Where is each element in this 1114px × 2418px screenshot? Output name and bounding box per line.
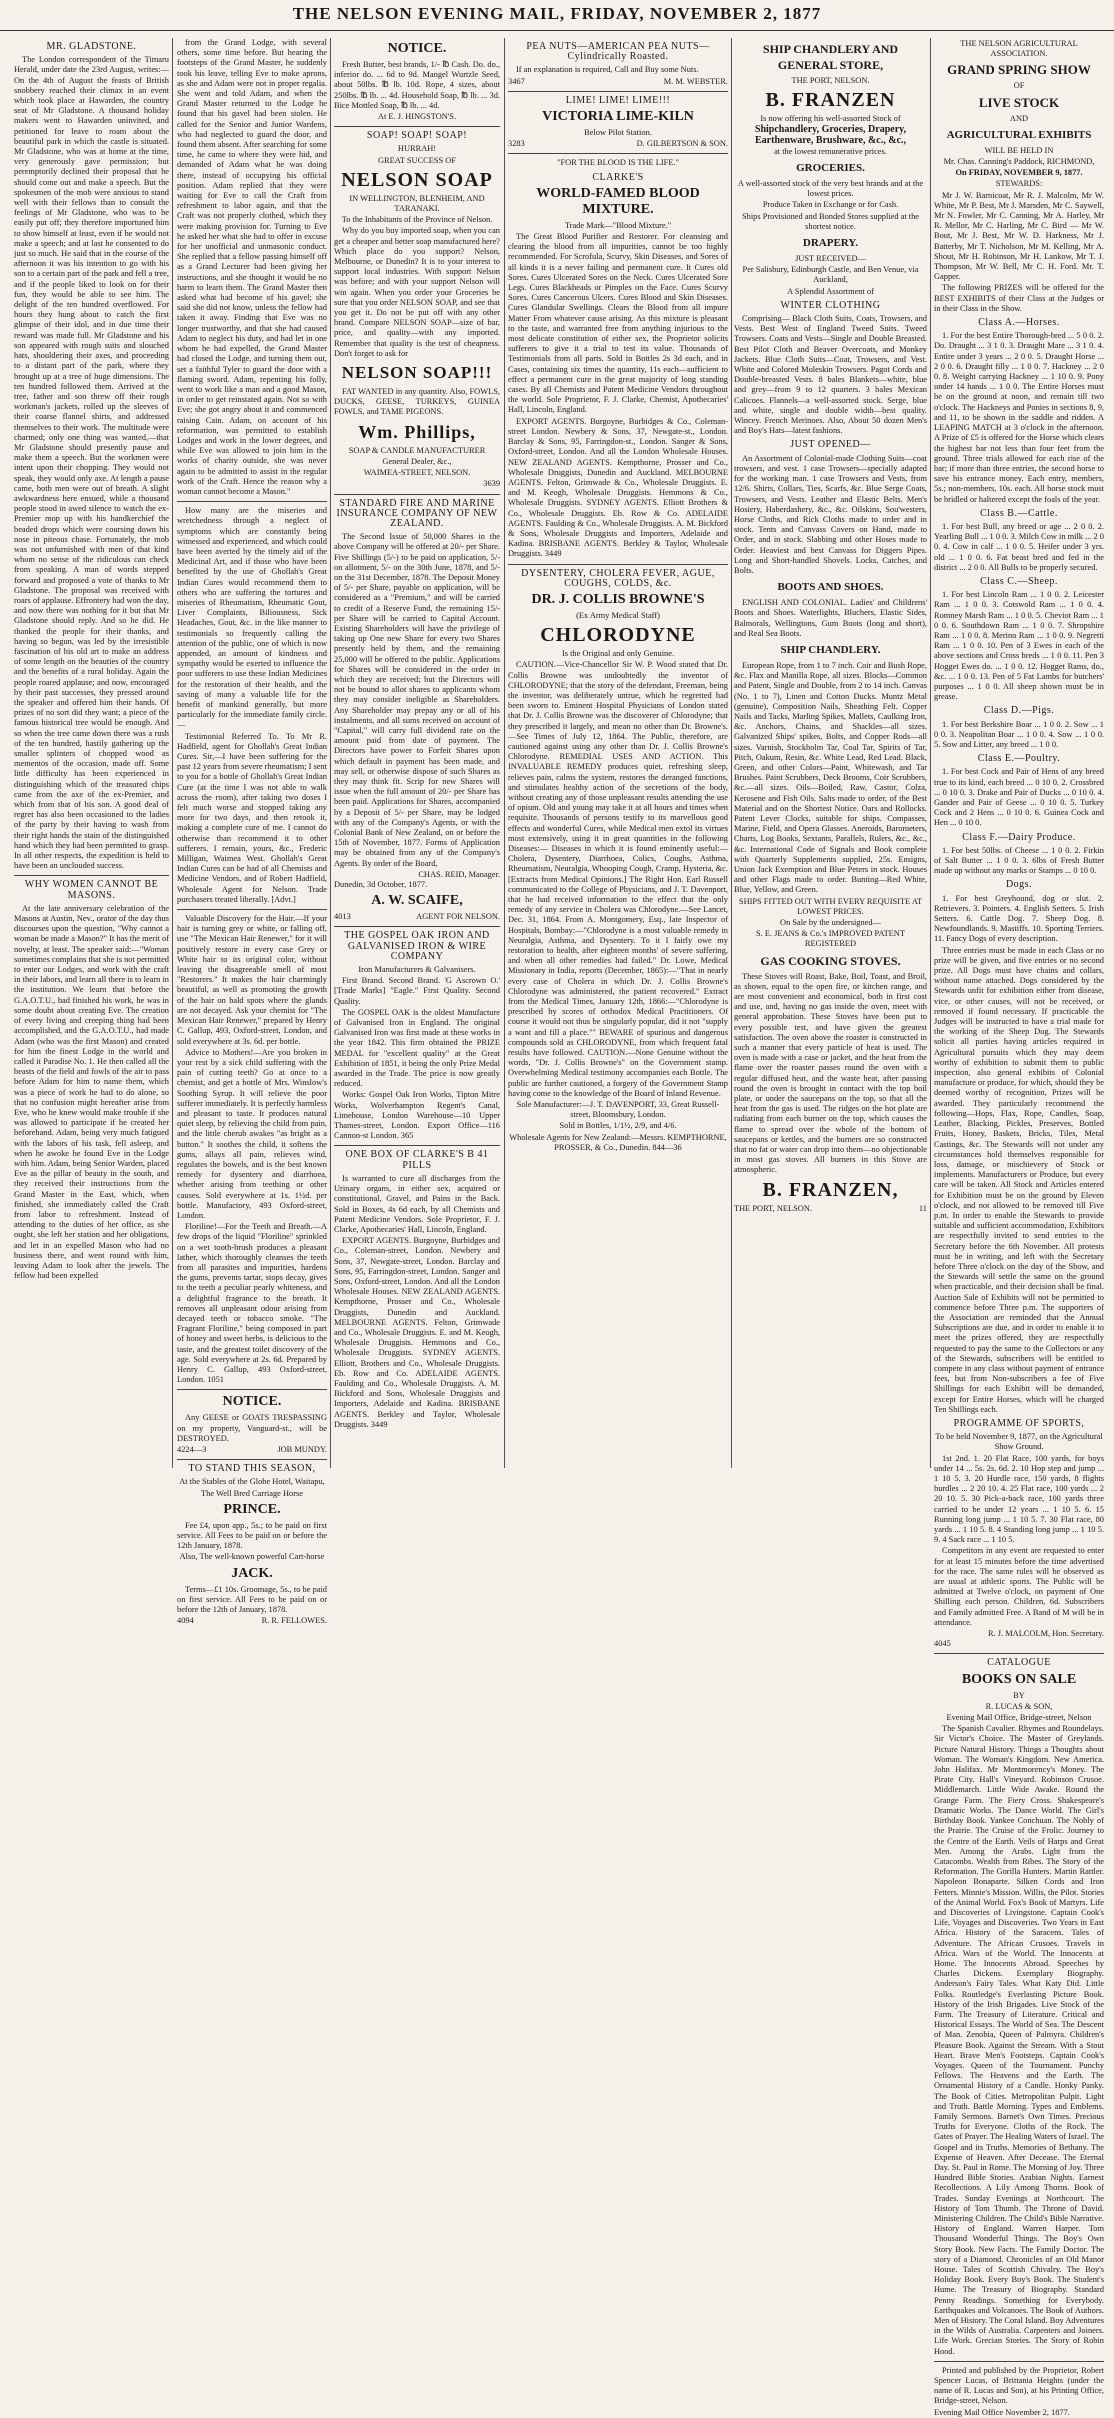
clarke-headline: WORLD-FAMED BLOOD MIXTURE. xyxy=(536,185,700,217)
divider xyxy=(334,1145,500,1146)
insurance-body: The Second Issue of 50,000 Shares in the above Company will be offered at 20/- per Share. Five Shillings (5/-) to be paid on application, 5/- on allotment, 5/- on the 30th June, 1878, and 5/- on the 31st December, 1878. The Deposit Money of 5/- per Share, payable on application, will be considered as a "Premium," and will be carried to credit of a Reserve Fund, the remaining 15/- per Share will be carried to Capital Account. Existing Shareholders will have the privilege of taking up One new Share for every two Shares presently held by them, and the remaining 25,000 will be offered to the public. Applications for Shares will be considered in the order in which they are received; but the Directors will not be bound to allot shares to applicants whom they may consider ineligible as Shareholders. Any Shareholder may prepay any or all of his instalments, and all sums received on account of "Capital," will carry full dividend rate on the amount paid from date of payment. The Directors have power to Forfeit Shares upon which default in payment has been made, and may sell, or otherwise dispose of such Shares as they may think fit. Scrip for new Shares will issue when the full amount of 20/- per Share has been paid. Applications for Shares, accompanied by a Deposit of 5/- per Share, may be lodged with any of the Company's Agents, or with the Colonial Bank of New Zealand, on or before the 15th of November, 1877. Forms of Application may be obtained from any of the Company's Agents. By order of the Board, xyxy=(334,532,500,868)
dysentery-title: DYSENTERY, CHOLERA FEVER, AGUE, COUGHS, COLDS, &c. xyxy=(521,567,715,589)
advert-body: Floriline!—For the Teeth and Breath.—A few drops of the liquid "Floriline" sprinkled on a wet tooth-brush produces a pleasant lather, which thoroughly cleanses the teeth from all parasites and impurities, hardens the gums, prevents tartar, stops decay, gives to the teeth a peculiar pearly whiteness, and a delightful fragrance to the breath. It removes all unpleasant odour arising from decayed teeth or tobacco smoke. "The Fragrant Floriline," being composed in part of honey and sweet herbs, is delicious to the taste, and the greatest toilet discovery of the age. Sold everywhere at 2s. 6d. Prepared by Henry C. Gallup, 493 Oxford-street, London. 1051 xyxy=(177,1222,327,1385)
column-1 xyxy=(14,38,169,1468)
column-rule xyxy=(930,38,931,1468)
gospel-body: The GOSPEL OAK is the oldest Manufacture of Galvanised Iron in England. The original Galvanised Iron was first made at these works in the year 1842. This firm obtained the PRIZE MEDAL for "excellent quality" at the Great Exhibition of 1851, it being the only Prize Medal awarded in the Trade. The price is now greatly reduced. xyxy=(334,1007,500,1089)
sports-sub: To be held November 9, 1877, on the Agricultural Show Ground. xyxy=(935,1432,1103,1452)
book-list: The Spanish Cavalier. Rhymes and Roundelays. Sir Victor's Choice. The Master of Greylands. Picture Natural History. Things a Thoughts about Woman. The Woman's Kingdom. New America. John Halifax. Mr Montmorency's Money. The Pirate City. Hall's Vineyard. Robinson Crusoe. Middlemarch. Little Wide Awake. Round the Grange Farm. The Fiery Cross. Shakespeare's Dramatic Works. The Dance World. The Girl's Birthday Book. Yankee Conchuan. The Nobly of the Prairie. The Cruise of the Frolic. Journey to the Centre of the Earth. Veils of Harps and Great Men. Among the Arabs. Light from the Catacombs. Wealth from Ribes. The Story of the Reformation. The Gorilla Hunters. Martin Rattler. Napoleon Bonaparte. Silken Cords and Iron Fetters. Minnie's Mission. Willis, the Pilot. Stories of the Animal World. Fox's Book of Martyrs. Life and Discoveries of Livingstone. Captain Cook's Life, Voyages and Discoveries. Two Years in East Africa. History of the Saracens. Tales of Adventure. The African Crusoes. Travels in Africa. Wars of the World. The Innocents at Home. The Innocents Abroad. Speeches by Charles Dickens. Exemplary Biography. Anderson's Fairy Tales. What Katy Did. Little Folks. Routledge's Everlasting Picture Book. History of the Irish Brigades. Live Stock of the Farm. The Treasury of Literature. Critical and Historical Essays. The World of Sea. The Descent of Man. Zenobia, Queen of Palmyra. Children's Pleasure Book. Against the Stream. With a Stout Heart. Brave Men's Footsteps. Captain Cook's Voyages. Queen of the Tournament. Punchy Fellows. The Heavens and the Earth. The Ornamental History of a Candle. Honky Panky. The Book of Cities. Metropolitan Pulpit. Light and Truth. Battle Morning. Types and Emblems. Family Sermons. Barnet's Own Times. Precious Truths for Everyone. Cloths of the Rock. The Gates of Prayer. The Healing Waters of Israel. The Gospel and its Truths. Memories of Bethany. The Expense of Heaven. After Decease. The Eternal Day. St. Paul in Rome. The Morning of Joy. Three Hundred Bible Stories. Arabian Nights. Earnest Recollections. A Lily Among Thorns. Book of Trades. Sunday Evenings at Northcourt. The History of Tom Thumb. The Throne of David. Ministering Children. The Child's Bible Narrative. History of England. Warren Harper. Tom Thousand Wonderful Things. The Boy's Own Story Book. New Facts. The Family Doctor. The story of a Diamond. Chronicles of an Old Manor House. Tales of Scottish Chivalry. The Boy's Holiday Book. Every Boy's Book. The Student's Hume. The Treasury of Biography. Standard Penny Readings. Something for Everybody. Earthquakes and Volcanoes. The Book of Authors. Men of History. The Coral Island. Boy Adventures in the Wilds of Australia. Carpenters and Joiners. Life Work. Grecian Stories. The Story of Robin Hood. xyxy=(934,1724,1104,2356)
class-d-heading: Class D.—Pigs. xyxy=(983,705,1055,717)
phillips-name: Wm. Phillips, xyxy=(358,421,476,442)
notice-also: Also, The well-known powerful Cart-horse xyxy=(179,1552,325,1562)
divider xyxy=(508,153,728,154)
soap-body: Why do you buy imported soap, when you can get a cheaper and better soap manufactured here? Which place do you support? Nelson, Melbourne, or Dunedin? It is to your interest to support local industries. With support Nelson was before; and with your support Nelson will win again. When you order your Groceries be sure that you order NELSON SOAP, and see that you get it. Do not be put off with any other brand. Compare NELSON SOAP—size of bar, price, and quality—with any imported. Remember that quality is the test of cheapness. Don't forget to ask for xyxy=(334,226,500,358)
column-3 xyxy=(334,38,500,1468)
chlorodyne-orig: Is the Original and only Genuine. xyxy=(561,649,675,659)
prizes-intro: The following PRIZES will be offered for the BEST EXHIBITS of their Class at the Judges or in their Class in the Show. xyxy=(934,283,1104,313)
notice-title: NOTICE. xyxy=(222,1394,282,1410)
notice-title: TO STAND THIS SEASON, xyxy=(188,1463,316,1475)
books-heading: BOOKS ON SALE xyxy=(961,1671,1077,1687)
article-body: At the late anniversary celebration of the Masons at Austin, Nev., orator of the day thus discourses upon the question, "Why cannot a woman be made a Mason?" It has the merit of novelty, at least. The speaker said:—"Woman sometimes complains that she is not permitted to enter our Lodges, and work with the craft in their labors, and learn all there is to learn in the institution. We learn that before the G.A.O.T.U., had finished his work, he was in some doubt about creating Eve. The creation of every living and creeping thing had been accomplished, and the G.A.O.T.U., had made Adam (who was the first Mason) and created for him the finest Lodge in the world and called it Paradise No. 1. He then called all the beasts of the field and fowls of the air to pass before Adam for him to name them, which was a piece of work he had to do alone, so that no confusion might hereafter arise from Eve, who he knew would make trouble if she was allowed to participate if he created her beforehand. Adam, being very much fatigued with the labors of his task, fell asleep, and when he awoke he found Eve in the Lodge with him. Adam, being Senior Warden, placed Eve as the pillar of beauty in the south, and they received their instructions from the Grand Master in the East, which, when finished, she immediately called the Craft from labor to refreshment. Instead of attending to the duties of her office, as she ought, she left her station and her obligations, and let in an expelled Mason who had no business there, and went round with him, leaving Adam to look after the jewels. The fellow had been expelled xyxy=(14,903,169,1281)
divider xyxy=(334,494,500,495)
show-livestock: LIVE STOCK xyxy=(978,94,1060,110)
stewards-heading: STEWARDS: xyxy=(995,179,1043,189)
chandlery-body: European Rope, from 1 to 7 inch. Coir and Bush Rope, &c. Flax and Manilla Rope, all sizes. Blocks—Common and Patent, Single and Double, from 2 to 14 inch. Canvas (No. 1 to 7), Linen and Cotton Ducks. Muntz Metal (genuine), Composition Nails, Sheathing Felt. Copper Nails and Tacks, Marling Spikes, Mallets, Caulking Iron, &c. Anchors, Chains, and Shackles—all sizes. Galvanized Ships' spikes, Bolts, and Copper Rods—all sizes. Varnish, Stockholm Tar, Coal Tar, Spirits of Tar, Pitch, Oakum, Resin, &c. White Lead, Red Lead. Black, Green, and other Colors—Paint, Whitewash, and Tar Brushes. Paint Scrubbers, Deck Brooms, Coir Scrubbers, &c.—all sizes. Oils—Boiled, Raw, Castor, Colza, Kerosene and Fish Oils. Salts made to order, of the Best Material and on the Shortest Notice. Oars and Rollocks. Patent Lever Clocks, suitable for ships. Compasses, Marine, Field, and Opera Glasses. Aneroids, Barometers, Charts, Log Books, Sextants, Parallels, Rulers, &c., &c., &c. International Code of Signals and Book complete with Quarterly Supplements supplied, 25s. Ensigns, Union Jack Exemption and Blue Peters in stock. Houses and other Flags made to order. Bunting—Red White, Blue, Yellow, and Green. xyxy=(734,660,927,895)
notice-signature: R. R. FELLOWES. xyxy=(261,1616,327,1626)
article-headline: WHY WOMEN CANNOT BE MASONS. xyxy=(24,879,159,901)
chlorodyne-wholesale: Wholesale Agents for New Zealand:—Messrs. KEMPTHORNE, PROSSER, & Co., Dunedin. 844—36 xyxy=(509,1132,727,1152)
boots-heading: BOOTS AND SHOES. xyxy=(777,581,884,594)
assoc-name: THE NELSON AGRICULTURAL ASSOCIATION. xyxy=(960,39,1078,59)
notice-body: Any GEESE or GOATS TRESPASSING on my property, Vanguard-st., will be DESTROYED. xyxy=(177,1413,327,1443)
notice-number: 4094 xyxy=(177,1616,194,1626)
lime-sub: Below Pilot Station. xyxy=(584,128,652,138)
column-rule xyxy=(504,38,505,1468)
franzen-port: THE PORT, NELSON. xyxy=(734,1203,812,1213)
winter-heading: WINTER CLOTHING xyxy=(780,299,881,311)
class-c-body: 1. For best Lincoln Ram ... 1 0 0. 2. Leicester Ram ... 1 0 0. 3. Cotswold Ram ... 1 0 0. 4. Romney Marsh Ram ... 1 0 0. 5. Cheviot Ram ... 1 0 0. 6. Southdown Ram ... 1 0 0. 7. Shropshire Ram ... 1 0 0. 8. Merino Ram ... 1 0 0. 9. Negretti Ram ... 1 0 0. 10. Pen of 3 Ewes in each of the above sections and Cross breds ... 1 0 0. 11. Pen 3 Hogget Ewes do. ... 1 0 0. 12. Hogget Rams, do., &c. ... 1 0 0. 13. Pen of 5 Fat Lambs for butchers' purposes ... 1 0 0. All sheep shown must be in grease. xyxy=(934,590,1104,702)
notice-terms: Fee £4, upon app., 5s.; to be paid on first service. All Fees to be paid on or before the 12th January, 1878. xyxy=(177,1520,327,1551)
class-e-body: 1. For best Cock and Pair of Hens of any breed true to its kind, each breed ... 0 10 0. 2. Crossbred ... 0 10 0. 3. Drake and Pair of Ducks ... 0 10 0. 4. Gander and Pair of Geese ... 0 10 0. 5. Turkey Cock and 2 Hens ... 0 10 0. 6. Guinea Cock and Hen ... 0 10 0. xyxy=(934,767,1104,828)
show-date: On FRIDAY, NOVEMBER 9, 1877. xyxy=(955,168,1083,178)
boots-body: ENGLISH AND COLONIAL. Ladies' and Childrens' Boots and Shoes. Waterlights, Bluchers, Elastic Sides, Balmorals, Wellingtons, Gum Boots (long and short), and Real Sea Boots. xyxy=(734,598,927,638)
show-place: Mr. Chas. Canning's Paddock, RICHMOND, xyxy=(943,157,1095,167)
notice-subtitle: At the Stables of the Globe Hotel, Waitapu, xyxy=(179,1477,325,1487)
sports-end: Competitors in any event are requested to enter for at least 15 minutes before the time advertised for the race. The same rules will be observed as are usual at athletic sports. The Public will be admitted at Twelve o'clock, on payment of One Shilling each person. Children, 6d. Subscribers and Family admitted Free. A Band of M will be in attendance. xyxy=(934,1546,1104,1627)
show-agri: AGRICULTURAL EXHIBITS xyxy=(946,128,1092,141)
advert-number: 4013 xyxy=(334,912,351,922)
class-f-body: 1. For best 50lbs. of Cheese ... 1 0 0. 2. Firkin of Salt Butter ... 1 0 0. 3. 6lbs of Fresh Butter made up without any marks or Stamps ... 0 10 0. xyxy=(934,845,1104,876)
sports-body: 1st 2nd. 1. 20 Flat Race, 100 yards, for boys under 14 ... 5s. 2s. 6d. 2. 10 Hop step and jump ... 1 10 5. 3. 20 Hurdle race, 150 yards, 8 flights hurdles ... 2 20 10. 4. 25 Flat race, 100 yards ... 2 20 10. 5. 30 Pick-a-back race, 100 yards three carried to be under 12 years ... 1 10 5. 6. 15 Running long jump ... 1 10 5. 7. 30 Flat race, 80 yards ... 1 10 5. 8. 4 Standing long jump ... 1 10 5. 9. 4 Sack race ... 1 10 5. xyxy=(934,1453,1104,1545)
show-held: WILL BE HELD IN xyxy=(984,145,1054,155)
winter-body: Comprising— Black Cloth Suits, Coats, Trowsers, and Vests. Best West of England Tweed Suits. Tweed Trowsers. Coats and Vests—Single and Double Breasted. Best Pilot Cloth and Beaver Overcoats, and Monkey Jackets. Blue Cloth Suits—Coat, Trowsers, and Vest. White and Colored Moleskin Trowsers. Pagot Cords and Double-breasted Vests. 8 bales Blankets—white, blue and grey—from 9 to 12 quarters. 3 bales Mexican Calicoes. Flannels—a well-assorted stock. Serge, blue and white, single and double width—best quality. Wincey. French Merinoes. Also, About 50 dozen Men's and Boy's Hats—latest fashions. xyxy=(734,314,927,436)
phillips-addr: WAIMEA-STREET, NELSON. xyxy=(363,468,471,478)
gospel-title: THE GOSPEL OAK IRON AND GALVANISED IRON & WIRE COMPANY xyxy=(344,930,490,962)
soap-success: GREAT SUCCESS OF xyxy=(377,155,457,165)
lucas-name: R. LUCAS & SON, xyxy=(985,1701,1053,1711)
notice-footer xyxy=(177,1445,327,1455)
produce-note: Produce Taken in Exchange or for Cash. xyxy=(762,200,899,210)
ship-title: SHIP CHANDLERY AND GENERAL STORE, xyxy=(762,42,899,72)
divider xyxy=(177,1389,327,1390)
column-5 xyxy=(734,38,927,1468)
class-f-heading: Class F.—Dairy Produce. xyxy=(962,831,1076,843)
divider xyxy=(334,926,500,927)
column-rule xyxy=(731,38,732,1468)
advert-signature: M. M. WEBSTER. xyxy=(663,76,728,86)
dogs-heading: Dogs. xyxy=(1005,879,1033,891)
ship-port: THE PORT, NELSON. xyxy=(791,76,870,85)
gospel-works: Works: Gospel Oak Iron Works, Tipton Mitre Works, Wolverhampton Regent's Canal, Limehouse, London Warehouse—10 Upper Thames-street, London. Export Office—116 Cannon-st London. 365 xyxy=(334,1090,500,1141)
sports-signature: R. J. MALCOLM, Hon. Secretary. xyxy=(988,1629,1104,1639)
show-title: GRAND SPRING SHOW xyxy=(947,62,1091,78)
franzen-name: B. FRANZEN xyxy=(765,89,896,112)
gospel-sub: Iron Manufacturers & Galvanisers. xyxy=(358,965,476,975)
class-a-heading: Class A.—Horses. xyxy=(978,317,1060,329)
ships-fitted: SHIPS FITTED OUT WITH EVERY REQUISITE AT LOWEST PRICES. xyxy=(738,896,923,916)
notice-body: Fresh Butter, best brands, 1/- ℔ Cash. Do. do., inferior do. ... 6d to 9d. Mangel Wurtzle Seed, about 50lbs. ℔ lb. 10d. Rope, 4 sizes, about 250lbs. ℔ lb. ... 4d. Household Soap, ℔ lb. ... 3d. Bice Mottled Soap, ℔ lb. ... 4d. xyxy=(334,60,500,110)
agent-name: A. W. SCAIFE, xyxy=(371,893,463,909)
article-body: The London correspondent of the Timaru Herald, under date the 23rd August, writes:—On the 4th of August the feasts of British snobbery reached their climax in an event which took place at Hawarden, the country seat of Mr Gladstone. A thousand holiday makers went to Hawarden uninvited, and petitioned for leave to roam about the beautiful park in which the castle is situated. Mr Gladstone, who was at home at the time, very generously gave permission; but peremptorily declined their proposal that he should come out and make a speech. But the spokesmen of the mob were anxious to stand well with their fellows than to consult the feelings of Mr Gladstone, who was to be easily put off; they therefore importuned him to show himself at least, even if he would not make a speech; and at last he consented to do just so much. He said that in the course of the afternoon it was his intention to go with his son to a certain part of the park and fell a tree, and if the people liked to look on for their fun, they would be able to see him. The delight of the ten hundred overflowed. For hours they hung about to catch the first glimpse of their idol, and in due time their reward was made full. Mr Gladstone and his son appeared with rough suits and slouched hats, shouldering their axes, and proceeding to a distant part of the park, where they brought up at a tree of huge dimensions. The ten hundred followed them. Arrived at the tree, father and son threw off their rough workman's jackets, rolled up the sleeves of their coarse flannel shirts, and addressed themselves to their work. The multitude were charmed; only one thing was wanted,—that Mr Gladstone should presently pause and make them a speech. But the workmen were intent upon their chopping. They would not speak, they would only axe. At length a pause came, both men were out of breath. A slight awkwardness here ensued, while a thousand people stood in awed silence to watch the ex-Premier mop up with his handkerchief the beaded drops which were coursing down his nose in piteous chase. Fortunately, the mob was not unfurnished with men of that kind whom no sense of the ridiculous can check from speaking. A man of words stepped forward and proposed a vote of thanks to Mr Gladstone. The proposal was received with roars of applause. Effrontery had won the day, and now there was nothing for it but that Mr Gladstone should reply. And so he did. He thanked the people for their thanks, and having so begun, was led by the irresistible fascination of his old art to make an address of some length on the beauties of the country and the benefits of a rural holiday. Again the people roared applause; and now, encouraged by their past successes, they pressed around the speaker and offered him their hands. Of prizes of no sort did they want; a piece of the famous historical tree would be enough. And so when the tree came down there was a rush of the ten hundred, hastily gathering up the smaller splinters of chopped wood as mementos of the occasion, made off. Some little difficulty has been experienced in distinguishing which of the treasured chips came from the axe of the ex-Premier, and which from that of his son. A good deal of regret has also been occasioned to the ladies of the party by their having to wash from their right hands the stain of the distinguished hand which they had been permitted to grasp. In all other respects, the expedition is held to have been an unclouded success. xyxy=(14,55,169,871)
peanuts-body: If an explanation is required, Call and Buy some Nuts. xyxy=(516,65,699,75)
dr-sub: (Ex Army Medical Staff) xyxy=(576,610,660,620)
chlorodyne-sold: Sold in Bottles, 1/1½, 2/9, and 4/6. xyxy=(559,1121,677,1131)
clarke-trademark: Trade Mark—"Blood Mixture." xyxy=(564,220,672,230)
lime-title: LIME! LIME! LIME!!! xyxy=(565,94,671,106)
article-body: from the Grand Lodge, with several others, some time before. But hearing the footsteps of the Grand Master, he suddenly took his leave, telling Eve to make aprons, as she and Adam were not in proper regalia. She went and told Adam, and when the Grand Master returned to the Lodge he found that his gavel had been stolen. He called for the Senior and Junior Wardens, who had neglected to guard the door, and found them absent. After searching for some time, he came to where they were hid, and demanded of Adam what he was doing there, instead of occupying his official position. Adam replied that they were waiting for Eve to call the Craft from refreshment to labor again, and that the Craft was not properly clothed, which they were making provision for. Turning to Eve he asked her what she had to offer in excuse for her unofficial and unmasonic conduct. She replied that a fellow passing himself off as a Grand Lecturer had been giving her instructions, and she thought it would be no harm to learn them. The Grand Master then asked what had become of his gavel; she said she did not know, unless the fellow had taken it away. Finding that Eve was no longer trustworthy, and that she had caused Adam to neglect his duty, and had let in one whom he had expelled, the Grand Master had closed the Lodge, and turning them out, set a faithful Tyler to guard the door with a flaming sword. Adam, repenting his folly, went to work like a man and a good Mason, in order to get reinstated again. Not so with Eve; she got angry about it and commenced raising Cain. Adam, on account of his reformation, was permitted to establish Lodges and work in the lower degrees, and while Eve was allowed to join him in the works of charity outside, she was never again to be admitted to assist in the regular work of the Craft. Hence the reason why a woman cannot become a Mason." xyxy=(177,38,327,496)
lucas-addr: Evening Mail Office, Bridge-street, Nelson xyxy=(946,1713,1092,1723)
just-opened: JUST OPENED— xyxy=(790,439,871,451)
advert-body: Testimonial Referred To. To Mr R. Hadfield, agent for Ghollah's Great Indian Cures. Sir,—I have been suffering for the past 12 years from severe rheumatism; I sent to you for a bottle of Ghollah's Great Indian Cure (at the time I was not able to walk across the room), after taking two doses I felt much worse and stopped taking any more for two days, and then retook it, making a complete cure of me. I cannot do otherwise than recommend it to other sufferers. I remain, yours, &c., Frederic Milligan, Waimea West. Ghollah's Great Indian Cures can be had of all Chemists and Medicine Vendors, and of Robert Hadfield, Wholesale Agent for Nelson. Trade purchasers treated liberally. [Advt.] xyxy=(177,731,328,904)
dr-name: DR. J. COLLIS BROWNE'S xyxy=(531,591,705,607)
catalogue-heading: CATALOGUE xyxy=(987,1657,1051,1669)
chlorodyne-headline: CHLORODYNE xyxy=(540,624,696,647)
divider xyxy=(177,909,327,910)
soap-cry: SOAP! SOAP! SOAP! xyxy=(366,130,468,142)
advert-number: 3467 xyxy=(508,76,525,86)
phillips-sub: SOAP & CANDLE MANUFACTURER xyxy=(348,445,486,455)
chlorodyne-body: CAUTION.—Vice-Chancellor Sir W. P. Wood stated that Dr. Collis Browne was undoubtedly the inventor of CHLORODYNE; that the story of the defendant, Freeman, being the inventor, was deliberately untrue, which he regretted had been sworn to. Eminent Hospital Physicians of London stated that Dr. J. Collis Browne was the discoverer of Chlorodyne; that they prescribed it largely, and mean no other than Dr. Browne's.—See Times of July 12, 1864. The Public, therefore, are cautioned against using any other than Dr. J. Collis Browne's Chlorodyne. REMEDIAL USES AND ACTION. This INVALUABLE REMEDY produces quiet, refreshing sleep, relieves pain, calms the system, restores the deranged functions, and stimulates healthy action of the secretions of the body, without creating any of those unpleasant results attending the use of opium. Old and young may take it at all hours and times when requisite. Thousands of persons testify to its marvellous good effects and wonderful Cures, while Medical men extol its virtues most extensively, using it in great quantities in the following Diseases:— Diseases in which it is found eminently useful:—Cholera, Dysentery, Diarrhoea, Colics, Coughs, Asthma, Rheumatism, Neuralgia, Whooping Cough, Cramp, Hysteria, &c. [Extracts from Medical Opinions.] The Right Hon. Earl Russell communicated to the College of Physicians, and J. T. Davenport, that he had received information to the effect that the only remedy of any service in Cholera was Chlorodyne.—See Lancet, Dec. 31, 1864. From A. Montgomery, Esq., late Inspector of Hospitals, Bombay:—"Chlorodyne is a most valuable remedy in Neuralgia, Asthma, and Dysentery. To it I fairly owe my restoration to health, after eighteen months' of severe suffering, and when all other remedies had failed." Dr. Lowe, Medical Missionary in India, reports (December, 1865):—"That in nearly every case of Cholera in which Dr. J. Collis Browne's Chlorodyne was administered, the patient recovered." Extract from the Medical Times, January 12th, 1866:—"Chlorodyne is prescribed by scores of orthodox Medical Practitioners. Of course it would not thus be singularly popular, did it not "supply a want and fill a place."" BEWARE of spurious and dangerous compounds sold as CHLORODYNE, from which frequent fatal results have followed. CAUTION.—None Genuine without the words, "Dr. J. Collis Browne's" on the Government stamp. Overwhelming Medical testimony accompanies each Bottle. The public are further cautioned, a forgery of the Government Stamp having come to the knowledge of the Board of Inland Revenue. xyxy=(508,660,728,1098)
clarke-body: The Great Blood Purifier and Restorer. For cleansing and clearing the blood from all impurities, cannot be too highly recommended. For Scrofula, Scurvy, Skin Diseases, and Sores of all kinds it is a never failing and permanent cure. It Cures old Sores. Cures Ulcerated Sores on the Neck. Cures Ulcerated Sore Legs. Cures Blackheads or Pimples on the Face. Cures Scurvy Sores. Cures Cancerous Ulcers. Cures Blood and Skin Diseases. Cures Glandular Swellings. Clears the Blood from all impure Matter From whatever cause arising. As this mixture is pleasant to the taste, and warranted free from anything injurious to the most delicate constitution of either sex, the Proprietor solicits sufferers to give it a trial to test its value. Thousands of Testimonials from all parts. Sold in Bottles 2s 3d each, and in Cases, containing six times the quantity, 11s each—sufficient to effect a permanent cure in the great majority of long standing cases. By all Chemists and Patent Medicine Vendors throughout the world. Sole Proprietor, F. J. Clarke, Chemist, Apothecaries' Hall, Lincoln, England. xyxy=(508,232,728,415)
divider xyxy=(177,501,327,502)
gospel-prizes: First Brand. Second Brand. 'G Ascrown O.' [Trade Marks] "Eagle." First Quality. Second Quality. xyxy=(334,976,500,1006)
blood-quote: "FOR THE BLOOD IS THE LIFE." xyxy=(557,158,679,168)
notice-title: NOTICE. xyxy=(387,41,447,56)
horse-name: PRINCE. xyxy=(223,1501,281,1517)
dogs-body: 1. For best Greyhound, dog or slut. 2. Retrievers. 3. Pointers. 4. English Setters. 5. Irish Setters. 6. Cattle Dog. 7. Sheep Dog. 8. Newfoundlands. 9. Mastiffs. 10. Sporting Terriers. 11. Fancy Dogs of every description. xyxy=(934,893,1104,944)
ships-list: Per Salisbury, Edinburgh Castle, and Ben Venue, via Auckland, xyxy=(742,265,919,285)
agent-role: AGENT FOR NELSON. xyxy=(416,912,500,922)
article-headline: MR. GLADSTONE. xyxy=(46,41,137,52)
class-b-body: 1. For best Bull, any breed or age ... 2 0 0. 2. Yearling Bull ... 1 0 0. 3. Milch Cow in milk ... 2 0 0. 4. Cow in calf ... 1 0 0. 5. Heifer under 3 yrs. old ... 1 0 0. 6. Fat beast bred and fed in the district ... 2 0 0. All Bulls to be properly secured. xyxy=(934,521,1104,572)
divider xyxy=(334,126,500,127)
lime-headline: VICTORIA LIME-KILN xyxy=(542,109,694,125)
divider xyxy=(177,1459,327,1460)
franzen-goods: Shipchandlery, Groceries, Drapery, Earthenware, Brushware, &c., &c., xyxy=(754,124,907,146)
soap-to: To the Inhabitants of the Province of Nelson. xyxy=(341,215,493,225)
advert-body: How many are the miseries and wretchedness through a neglect of symptoms which are constantly being witnessed and experienced, and which could have been averted by the timely aid of the Medicinal Art, and if those who have been benefited by the use of Ghollah's Great Indian Cures would recommend them to others who are suffering the tortures and miseries of Rheumatism, Rheumatic Gout, Liver Complaints, Biliousness, Sick Headaches, Gout, &c. in the like manner to testimonials so frequently calling the attention of the public, one of which is now appended, an amount of kindness and sympathy would be exerted to influence the poor sufferers to use these Indian Medicines for the restoration of their health, and the saving of many a valuable life for the benefit of mankind generally, but more particularly for the immediate family circle.— xyxy=(177,506,327,730)
just-received: JUST RECEIVED— xyxy=(795,254,866,264)
advert-number: 4045 xyxy=(934,1639,951,1649)
franzen-prices: at the lowest remunerative prices. xyxy=(774,146,887,156)
insurance-title: STANDARD FIRE AND MARINE INSURANCE COMPANY OF NEW ZEALAND. xyxy=(336,497,498,529)
show-and: AND xyxy=(1009,113,1029,123)
opened-body: An Assortment of Colonial-made Clothing Suits—coat trowsers, and vest. 1 case Trowsers—specially adapted for the working man. 1 case Trowsers and Vests, from 12/6. Shirts, Collars, Ties, Scarfs, &c. Blue Serge Coats, Trowsers, and Vests. Leather and Elastic Belts. Men's Hosiery, Haberdashery, &c., &c. Oilskins, Sou'westers, Horse Cloths, and Rick Cloths made to order and in stock. Tents and Canvass Covers on Hand, made to Order, and in stock. Slabbing and other Hoses made to Order. Heaviest and best Canvass for Diggers Pipes. Long and Short-handled Shovels. Locks, Catches, and Bolts. xyxy=(734,453,927,575)
groceries-body: A well-assorted stock of the very best brands and at the lowest prices. xyxy=(737,179,924,199)
agent-footer xyxy=(334,912,500,922)
column-rule xyxy=(172,38,173,1468)
class-e-heading: Class E.—Poultry. xyxy=(977,753,1061,765)
class-a-body: 1. For the best Entire Thorough-bred ... 5 0 0. 2. Do. Draught ... 3 1 0. 3. Draught Mare ... 3 1 0. 4. Entire under 3 years ... 2 0 0. 5. Draught Horse ... 2 0 0. 6. Draught filly ... 1 0 0. 7. Hackney ... 2 0 0. 8. Weight carrying Hackney ... 1 10 0. 9. Pony under 14 hands ... 1 0 0. The Entire Horses must be on the ground at noon, and remain till two o'clock. The Hackneys and Ponies in sections 8, 9, and 11, to be shown in the saddle and ridden. A LEAPING MATCH at 3 o'clock in the afternoon. A Prize of £5 is offered for the Horse which clears the highest bar not less than four feet from the ground. Three trials allowed for each rise of the bar; if more than three entries, the second horse to save his entrance money. Each entry, members, 5s.; non-members, 10s. each. All horse stock must be bridled or haltered except the foals of the year. xyxy=(934,331,1104,504)
phillips-sub2: General Dealer, &c., xyxy=(382,456,452,466)
divider xyxy=(934,2361,1104,2362)
soap-headline: NELSON SOAP!!! xyxy=(341,363,493,383)
notice-signature: At E. J. HINGSTON'S. xyxy=(377,112,457,122)
class-c-heading: Class C.—Sheep. xyxy=(980,575,1058,587)
advert-number: 11 xyxy=(918,1203,927,1213)
divider xyxy=(508,91,728,92)
show-of: OF xyxy=(1013,81,1025,91)
imprint: Printed and published by the Proprietor, Robert Spencer Lucas, of Brittania Heights (under the name of R. Lucas and Son), at his Printing Office, Bridge-street, Nelson. xyxy=(934,2365,1104,2406)
franzen-name: B. FRANZEN, xyxy=(762,1178,899,1201)
ships-note: Ships Provisioned and Bonded Stores supplied at the shortest notice. xyxy=(741,211,920,231)
books-by: BY xyxy=(1013,1690,1025,1700)
sale-on: On Sale by the undersigned— xyxy=(780,918,881,928)
advert-number: 3639 xyxy=(483,479,500,489)
gas-heading: GAS COOKING STOVES. xyxy=(760,953,901,968)
notice-signature: JOB MUNDY. xyxy=(277,1445,327,1455)
insurance-date: Dunedin, 3d October, 1877. xyxy=(334,880,428,890)
peanuts-footer xyxy=(508,77,728,87)
class-b-heading: Class B.—Cattle. xyxy=(980,507,1058,519)
clarke-agents: EXPORT AGENTS. Burgoyne, Burbidges & Co., Coleman-street London. Newbery & Sons, 37, Newgate-st., London. Barclay & Sons, 95, Farringdon-st., London. Sanger & Sons, Oxford-street, London. And all the London Wholesale Houses. NEW ZEALAND AGENTS. Kempthorne, Prosser and Co., Wholesale Druggists, Dunedin and Auckland. MELBOURNE AGENTS. Felton, Grimwade & Co., Wholesale Druggists. E. and M. Keogh, Wholesale Druggists. Hemmons & Co., Wholesale Druggists. SYDNEY AGENTS. Elliott Brothers & Co., Wholesale Druggists. Eb. Row & Co. ADELAIDE AGENTS. Faulding & Co., Wholesale Druggists. A. M. Bickford & Sons, Wholesale Druggists and Importers, Adelaide and Kadina. BRISBANE AGENTS. Berkley & Taylor, Wholesale Druggists. 3449 xyxy=(508,416,728,559)
assortment: A Splendid Assortment of xyxy=(787,286,874,296)
chandlery-heading: SHIP CHANDLERY. xyxy=(780,643,881,656)
gas-body: These Stoves will Roast, Bake, Boil, Toast, and Broil, as shown, equal to the open fire, or kitchen range, and are most convenient and economical, both in first cost and use, and, having no gas inside the oven, meet with general approbation. These Stoves have been put to every possible test, and have given the greatest satisfaction. The oven above the roaster is constructed in such a manner that every particle of heat is used. The oven is made with a case or jacket, and the heat from the flame over the roaster passes round the oven with a regular diffused heat, and the waste heat, after passing round the oven is brought in contact with the top boil plate, or under the saucepans on the top, so that all the heat from the gas is used. The ridges on the hot plate are radiating from each burner on the top, which causes the flame to spread over the whole of the bottom of saucepans or kettles, and the burners are so constructed that no fat or water can drop into them—no objectionable in most gas stoves. All burners in this Stove are atmospheric. xyxy=(734,971,927,1175)
clarke-name: CLARKE'S xyxy=(592,171,644,183)
chlorodyne-sole: Sole Manufacturer:—J. T. DAVENPORT, 33, Great Russell-street, Bloomsbury, London. xyxy=(516,1100,720,1120)
drapery-heading: DRAPERY. xyxy=(802,237,859,250)
soap-hurrah: HURRAH! xyxy=(397,144,437,154)
masthead: THE NELSON EVENING MAIL, FRIDAY, NOVEMBER 2, 1877 xyxy=(0,4,1114,31)
pills-agents: EXPORT AGENTS. Burgoyne, Burbidges and Co., Coleman-street, London. Newbery and Sons, 37, Newgate-street, London. Barclay and Sons, 95, Farringdon-street, London. Sanger and Sons, Oxford-street, London. And all the London Wholesale Houses. NEW ZEALAND AGENTS. Kempthorne, Prosser and Co., Wholesale Druggists, Dunedin and Auckland. MELBOURNE AGENTS. Felton, Grimwade and Co., Wholesale Druggists. E. and M. Keogh, Wholesale Druggists. Hemmons and Co., Wholesale Druggists. SYDNEY AGENTS. Elliott, Brothers and Co., Wholesale Druggists. Eb. Row and Co. ADELAIDE AGENTS. Faulding and Co., Wholesale Druggists. A. M. Bickford and Sons, Wholesale Druggists and Importers, Adelaide and Kadina. BRISBANE AGENTS. Berkley and Taylor, Wholesale Druggists. 3449 xyxy=(334,1236,500,1429)
soap-headline: NELSON SOAP xyxy=(341,168,493,191)
column-4 xyxy=(508,38,728,1468)
imprint-date: Evening Mail Office November 2, 1877. xyxy=(934,2407,1070,2417)
class-d-body: 1. For best Berkshire Boar ... 1 0 0. 2. Sow ... 1 0 0. 3. Neapolitan Boar ... 1 0 0. 4. Sow ... 1 0 0. 5. Sow and Litter, any breed ... 1 0 0. xyxy=(934,719,1104,749)
franzen-footer xyxy=(734,1204,927,1214)
column-rule xyxy=(330,38,331,1468)
dogs-end: Three entries must be made in each Class or no prize will be given, and five entries or no second prize. All Dogs must have chains and collars, without name attached. Dogs considered by the Stewards unfit for exhibition either from disease, vice, or other causes, will not be received, or removed if found necessary. If practicable the Judges will be instructed to have a trial made for the working of the Sheep Dog. The Stewards solicit all parties having articles required in Agricultural pursuits which they may deem worthy of exhibition to submit them to public inspection, also general exhibits of Colonial manufacture or produce, for which, should they be deemed worthy of recognition, Prizes will be awarded. They particularly recommend the following—Hops, Flax, Rope, Candles, Soap, Leather, Blacking, Pickles, Preserves, Bottled Fruits, Honey, Baskets, Bricks, Tiles, Metal Castings, &c. The Stewards will not under any circumstances hold themselves responsible for loss, damage, or mischievery of Stock or implements. Manufacturers or Produce, but every care will be taken. All Stock and Articles entered for Exhibition must be on the ground by Eleven o'clock, and not allowed to be removed till Five p.m. In order to enable the Stewards to provide suitable and sufficient accommodation, Exhibitors are respectfully invited to send entries to the Secretary before the 6th November. All protests must be in writing, and left with the Secretary before Three o'clock on the day of the Show, and the Stewards will settle the same on the ground when practicable, and their decision shall be final. Auction Sale of Exhibits will not be permitted to commence before Three p.m. The supporters of the Association are reminded that the Annual Subscriptions are due, and in order to enable it to meet the prizes offered, they are respectfully requested to pay the same to the Collectors or any of the Stewards, subscribers will be entitled to compete in any class without payment of entrance fees, but from Non-subscribers a fee of Five Shillings for each Exhibit will be demanded, except for Entire Horses, which will be charged Ten Shillings each. xyxy=(934,945,1104,1414)
divider xyxy=(14,875,169,876)
advert-number: 3283 xyxy=(508,139,525,149)
stewards-list: Mr J. W. Barnicoat, Mr R. J. Malcolm, Mr W. White, Mr P. Best, Mr J. Marsden, Mr C. Saywell, Mr N. Fowler, Mr C. Canning, Mr A. Harley, Mr R. Mellor, Mr C. Harling, Mr C. Bird — Mr W. Bout, Mr J. Best, Mr W. D. Harkness, Mr J. Batterby, Mr T. Nicholson, Mr M. Kelling, Mr A. Shout, Mr H. Robinson, Mr H. Lankow, Mr T. J. Thompson, Mr W. Bell, Mr C. H. Ford. Mr. T. Gapper. xyxy=(934,190,1104,282)
horse-name: JACK. xyxy=(231,1565,273,1581)
notice-number: 4224—3 xyxy=(177,1445,207,1455)
insurance-signature: CHAS. REID, Manager. xyxy=(418,869,500,879)
groceries-heading: GROCERIES. xyxy=(796,162,865,175)
notice-footer xyxy=(177,1616,327,1626)
divider xyxy=(508,564,728,565)
notice-terms: Terms—£1 10s. Groomage, 5s., to be paid on first service. All Fees to be paid on or before the 12th of January, 1878. xyxy=(177,1584,327,1615)
pills-title: ONE BOX OF CLARKE'S B 41 PILLS xyxy=(345,1149,489,1171)
peanuts-title: PEA NUTS—AMERICAN PEA NUTS—Cylindrically Roasted. xyxy=(526,41,710,63)
lime-footer xyxy=(508,139,728,149)
franzen-offer: Is now offering his well-assorted Stock of xyxy=(760,114,901,124)
pills-body: Is warranted to cure all discharges from the Urinary organs, in either sex, acquired or constitutional, Gravel, and Pains in the Back. Sold in Boxes, 4s 6d each, by all Chemists and Patent Medicine Vendors. Sole Proprietor, F. J. Clarke, Apothecaries' Hall, Lincoln, England. xyxy=(334,1173,500,1234)
soap-wanted: FAT WANTED in any quantity. Also, FOWLS, DUCKS, GEESE, TURKEYS, GUINEA FOWLS, and TAME PIGEONS. xyxy=(334,387,500,417)
column-2 xyxy=(177,38,328,1626)
advert-signature: D. GILBERTSON & SON. xyxy=(636,139,728,149)
advert-body: Advice to Mothers!—Are you broken in your rest by a sick child suffering with the pain of cutting teeth? Go at once to a chemist, and get a bottle of Mrs. Winslow's Soothing Syrup. It will relieve the poor sufferer immediately. It is perfectly harmless and pleasant to taste. It produces natural quiet sleep, by relieving the child from pain, and the little cherub awakes "as bright as a button." It soothes the child, it softens the gums, allays all pain, relieves wind, regulates the bowels, and is the best known remedy for dysentery and diarrhoea, whether arising from teething or other causes. Sold everywhere at 1s. 1½d. per bottle. Manufactory, 493 Oxford-street, London. xyxy=(177,1047,327,1220)
sports-heading: PROGRAMME OF SPORTS, xyxy=(953,1417,1085,1429)
notice-desc: The Well Bred Carriage Horse xyxy=(201,1488,303,1498)
divider xyxy=(934,1653,1104,1654)
column-6 xyxy=(934,38,1104,2417)
jeans-name: S. E. JEANS & Co.'s IMPROVED PATENT REGISTERED xyxy=(756,929,905,949)
advert-body: Valuable Discovery for the Hair.—If your hair is turning grey or white, or falling off, use "The Mexican Hair Renewer," for it will positively restore in every case Grey or White hair to its original color, without leaving the disagreeable smell of most "Restorers." It makes the hair charmingly beautiful, as well as promoting the growth of the hair on bald spots where the glands are not decayed. Ask your chemist for "The Mexican Hair Renewer," prepared by Henry C. Gallup, 493, Oxford-street, London, and sold everywhere at 3s. 6d. per bottle. xyxy=(177,914,327,1046)
soap-places: IN WELLINGTON, BLENHEIM, AND TARANAKI. xyxy=(349,193,485,214)
